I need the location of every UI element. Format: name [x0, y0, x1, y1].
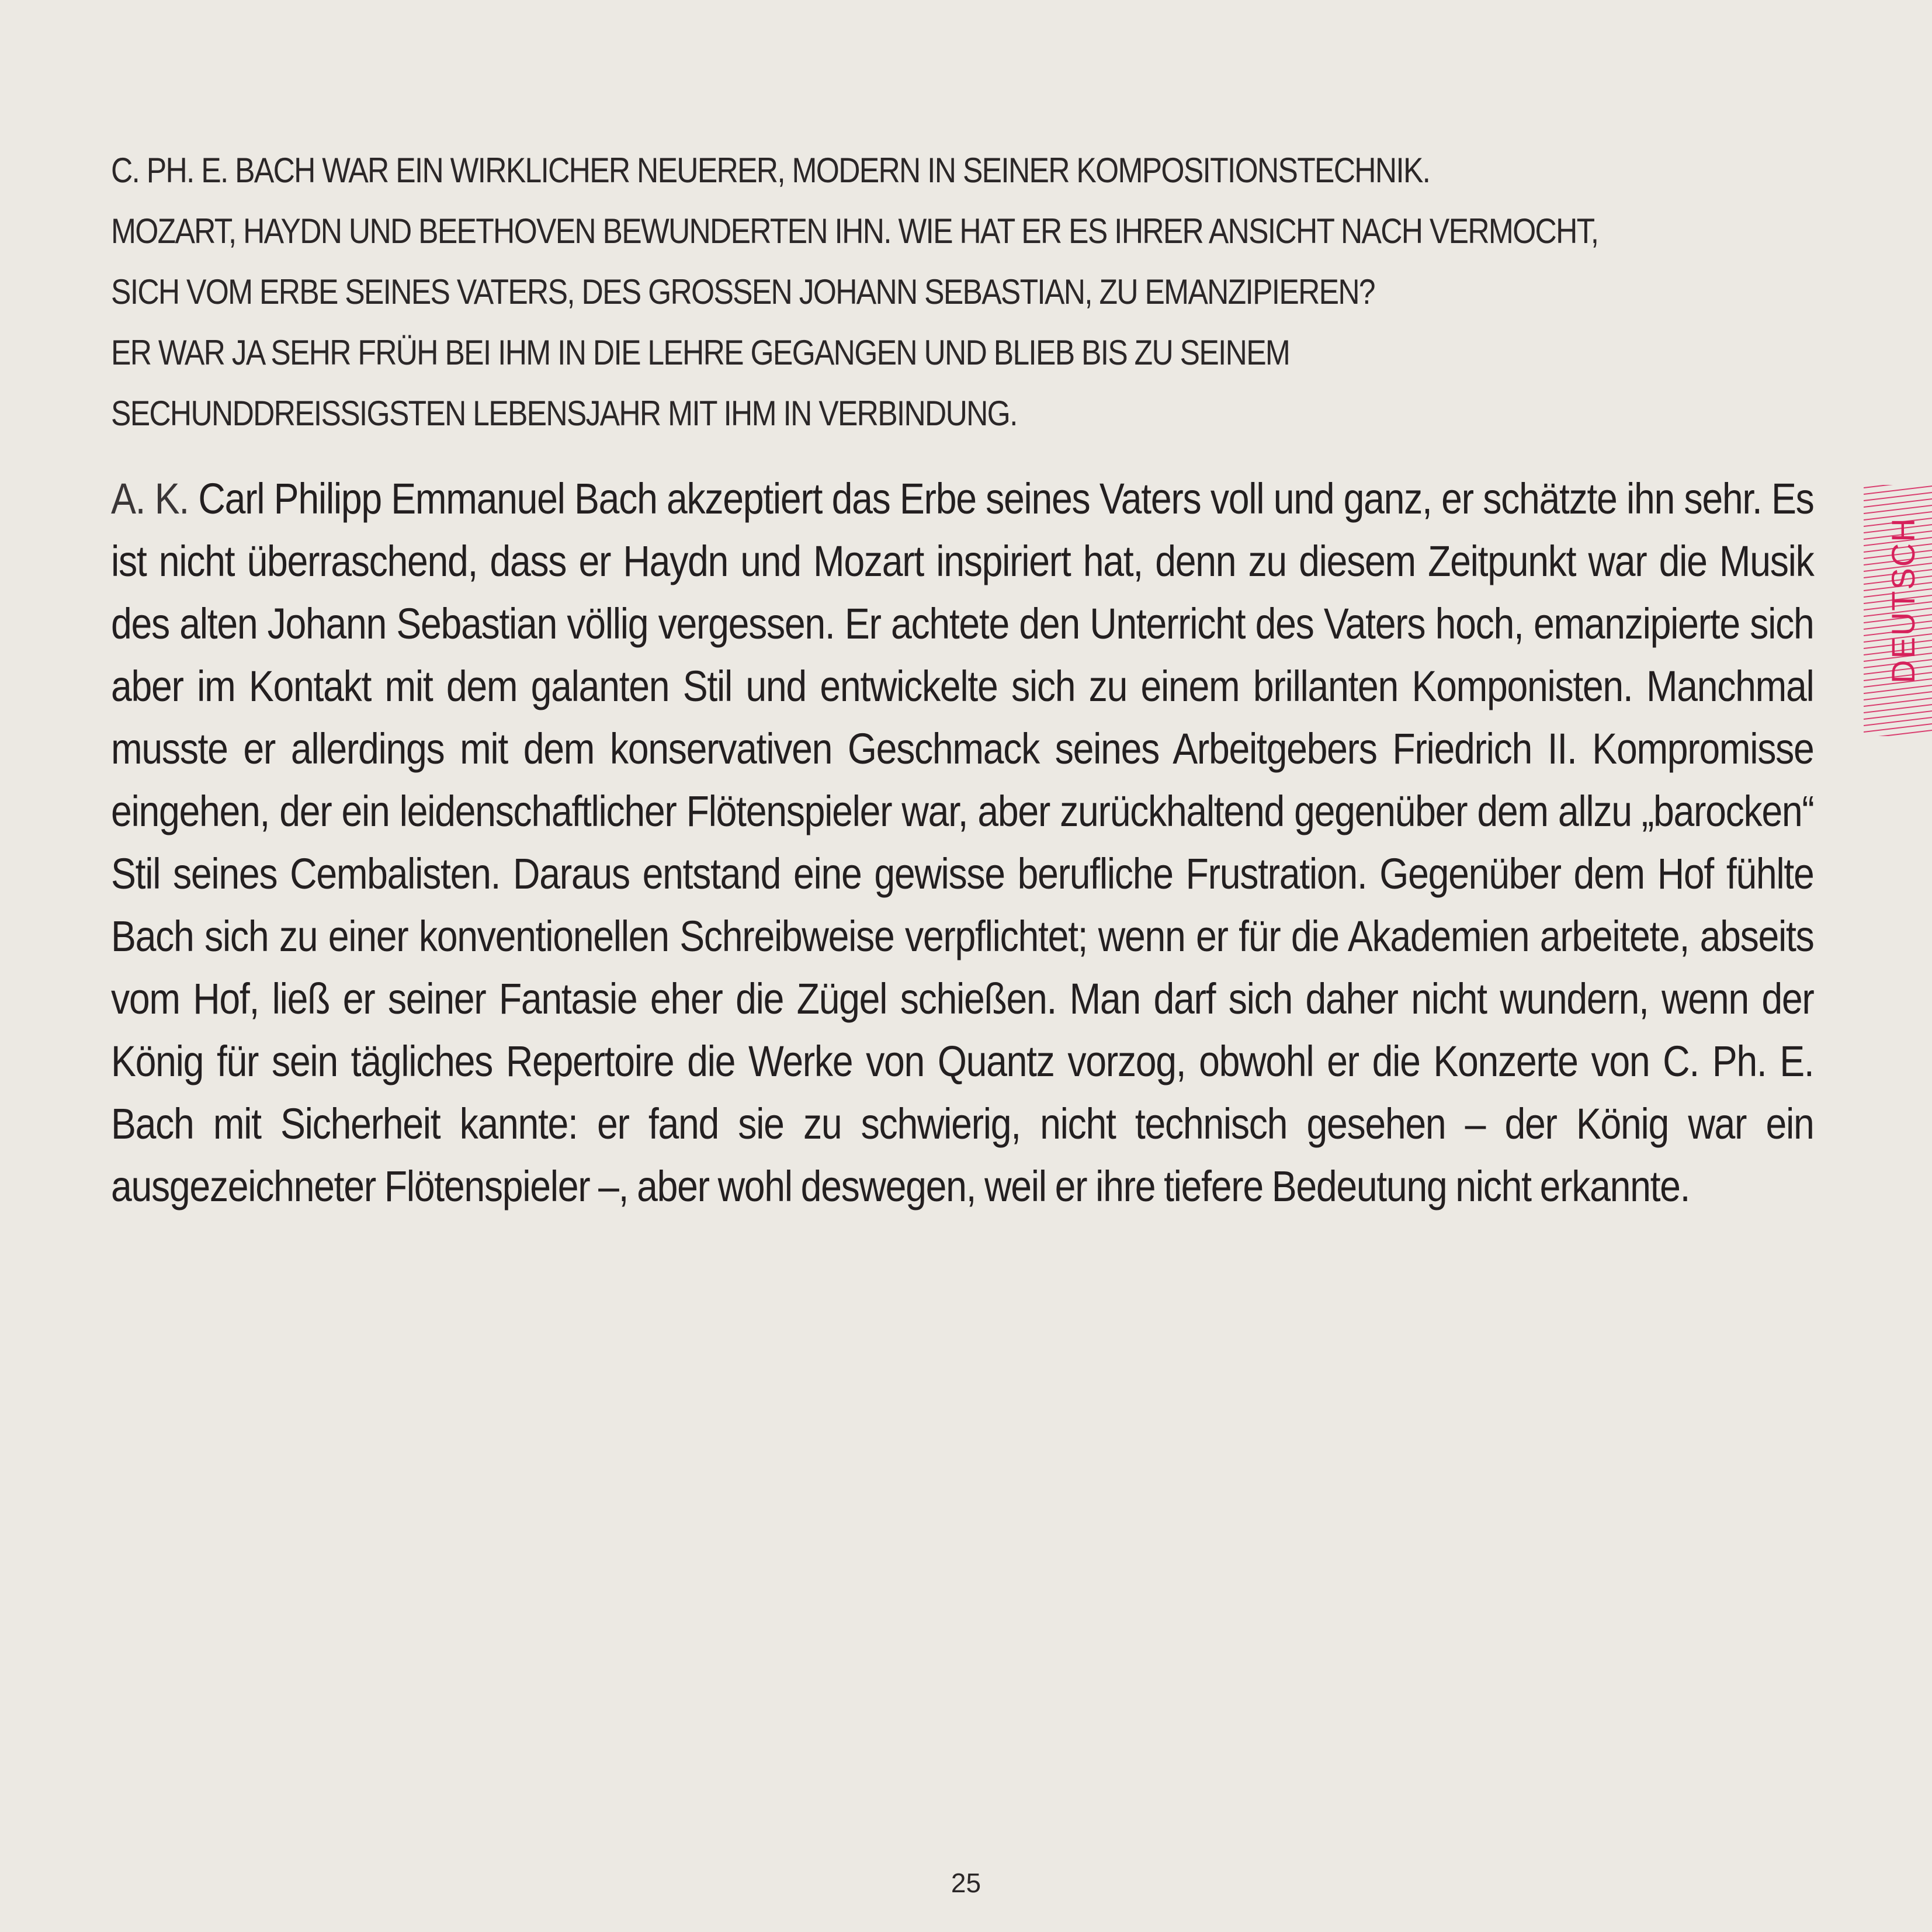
interview-question	[111, 140, 1834, 444]
hatch-line	[1864, 692, 1932, 700]
answer-initials: A. K.	[111, 474, 189, 523]
question-line: C. PH. E. BACH WAR EIN WIRKLICHER NEUERER, MODERN IN SEINER KOMPOSITIONSTECHNIK.	[111, 151, 1430, 190]
question-line: SECHUNDDREISSIGSTEN LEBENSJAHR MIT IHM IN VERBINDUNG.	[111, 394, 1017, 433]
question-line: SICH VOM ERBE SEINES VATERS, DES GROSSEN JOHANN SEBASTIAN, ZU EMANZIPIEREN?	[111, 272, 1375, 311]
question-line: ER WAR JA SEHR FRÜH BEI IHM IN DIE LEHRE GEGANGEN UND BLIEB BIS ZU SEINEM	[111, 333, 1290, 372]
answer-text: Carl Philipp Emmanuel Bach akzeptiert das Erbe seines Vaters voll und ganz, er schätzte ihn sehr. Es ist nicht überraschend, dass er Haydn und Mozart inspiriert hat, denn zu diesem Zeitpunkt war die Musik des alten Johann Sebastian völlig vergessen. Er achtete den Unterricht des Vaters hoch, emanzipierte sich aber im Kontakt mit dem galanten Stil und entwickelte sich zu einem brillanten Komponisten. Manchmal musste er allerdings mit dem konservativen Geschmack seines Arbeitgebers Friedrich II. Kompromisse eingehen, der ein leidenschaftlicher Flötenspieler war, aber zurückhaltend gegenüber dem allzu „barocken“ Stil seines Cembalisten. Daraus entstand eine gewisse berufliche Frustration. Gegenüber dem Hof fühlte Bach sich zu einer konventionellen Schreibweise verpflichtet; wenn er für die Akademien arbeitete, abseits vom Hof, ließ er seiner Fantasie eher die Zügel schießen. Man darf sich daher nicht wundern, wenn der König für sein tägliches Repertoire die Werke von Quantz vorzog, obwohl er die Konzerte von C. Ph. E. Bach mit Sicherheit kannte: er fand sie zu schwierig, nicht technisch gesehen – der König war ein ausgezeichneter Flötenspieler –, aber wohl deswegen, weil er ihre tiefere Bedeutung nicht erkannte.	[111, 474, 1814, 1210]
hatch-line	[1864, 705, 1932, 713]
hatch-line	[1864, 505, 1932, 514]
hatch-line	[1864, 486, 1932, 494]
interview-answer	[111, 467, 1814, 1218]
language-label: DEUTSCH	[1885, 517, 1921, 684]
hatch-line	[1864, 499, 1932, 507]
hatch-line	[1864, 724, 1932, 732]
hatch-line	[1864, 698, 1932, 706]
hatch-line	[1864, 685, 1932, 693]
page-number: 25	[951, 1868, 981, 1898]
hatch-line	[1864, 711, 1932, 719]
hatch-line	[1864, 717, 1932, 726]
hatch-line	[1864, 492, 1932, 501]
question-line: MOZART, HAYDN UND BEETHOVEN BEWUNDERTEN IHN. WIE HAT ER ES IHRER ANSICHT NACH VERMOCHT,	[111, 211, 1598, 251]
